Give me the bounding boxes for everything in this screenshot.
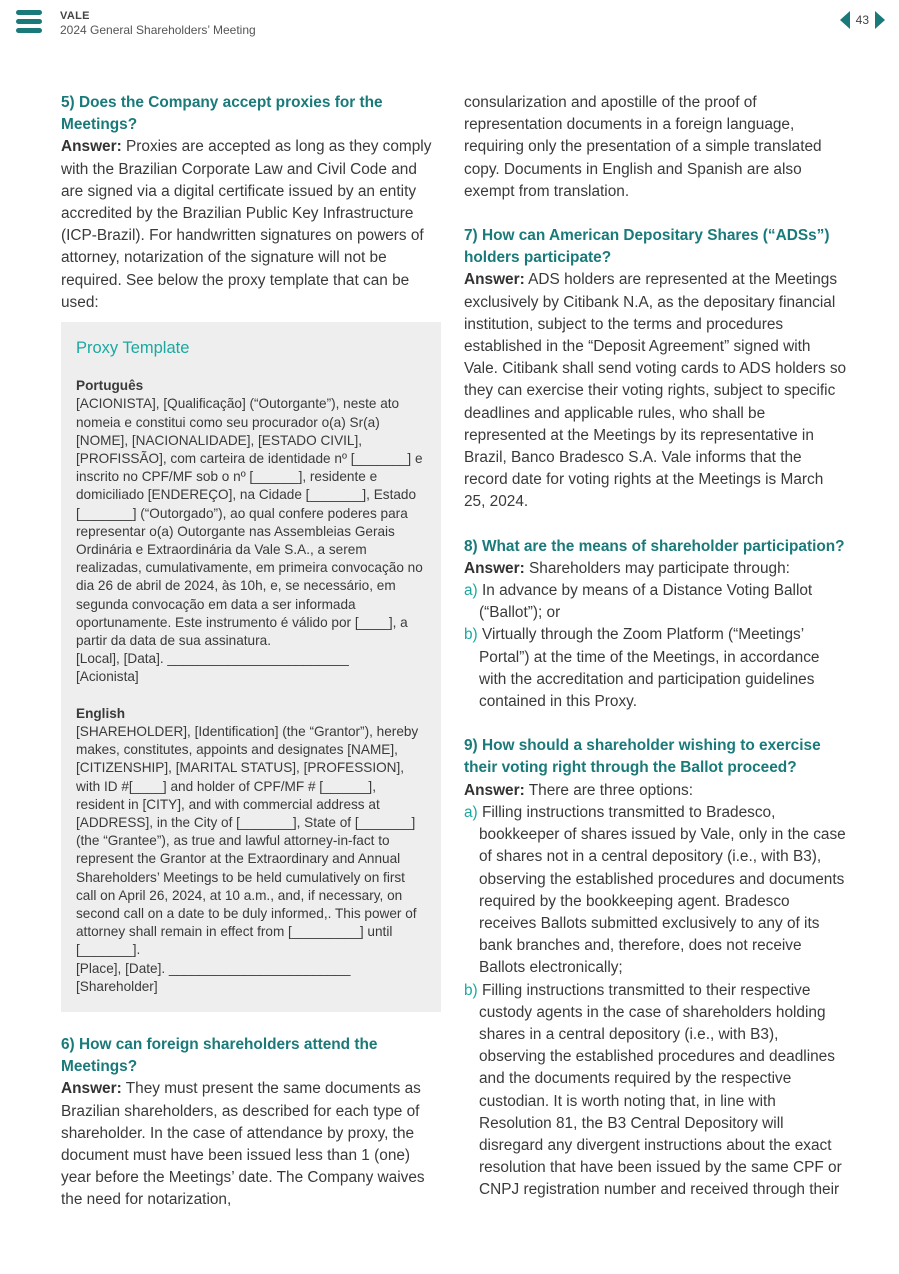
list-item [464,624,848,713]
page-navigation [840,11,885,29]
answer-text: Shareholders may participate through: [529,559,790,577]
english-body: [SHAREHOLDER], [Identification] (the “Grantor”), hereby makes, constitutes, appoints and designates [NAME], [CITIZENSHIP], [MARITAL STATUS], [PROFESSION], with ID #[____] and holder of CPF/MF # [______], resident in [CITY], and with commercial address at [ADDRESS], in the City of [_______], State of [_______] (the “Grantee”), as true and lawful attorney-in-fact to represent the Grantor at the Extraordinary and Annual Shareholders’ Meetings to be held cumulatively on first call on April 26, 2024, at 10 a.m., and, if necessary, on second call on a date to be duly informed,. This power of attorney shall remain in effect from [_________] until [_______]. [76,723,419,958]
question-7-title: 7) How can American Depositary Shares (“ADSs”) holders participate? [464,227,830,267]
question-6-answer-continued: consularization and apostille of the proof of representation documents in a foreign language, requiring only the presentation of a simple translated copy. Documents in English and Spanish are also exempt from translation. [464,94,822,200]
portuguese-signature-line: [Local], [Data]. ________________________ [76,651,349,667]
menu-icon[interactable] [16,10,42,34]
question-6-title: 6) How can foreign shareholders attend the Meetings? [61,1035,378,1076]
english-signature-line: [Place], [Date]. ________________________ [76,960,351,976]
list-item [464,580,848,624]
question-9-answer [464,780,848,802]
question-9-title: 9) How should a shareholder wishing to exercise their voting right through the Ballot proceed? [464,737,821,777]
document-subtitle: 2024 General Shareholders’ Meeting [60,23,256,37]
answer-label: Answer: [464,781,525,799]
answer-label: Answer: [464,559,525,577]
list-marker: a) [464,803,478,821]
list-item-text: In advance by means of a Distance Voting Ballot (“Ballot”); or [479,582,813,622]
portuguese-body: [ACIONISTA], [Qualificação] (“Outorgante”), neste ato nomeia e constitui como seu procurador o(a) Sr(a) [NOME], [NACIONALIDADE], [ESTADO CIVIL], [PROFISSÃO], com carteira de identidade nº [_______] e inscrito no CPF/MF sob o nº [______], residente e domiciliado [ENDEREÇO], na Cidade [_______], Estado [_______] (“Outorgado”), ao qual confere poderes para representar o(a) Outorgante nas Assembleias Gerais Ordinária e Extraordinária da Vale S.A., a serem realizadas, cumulativamente, em primeira convocação no dia 26 de abril de 2024, às 10h, e, se necessário, em segunda convocação em data a ser informada oportunamente. Este instrumento é válido por [____], a partir da data de sua assinatura. [76,396,423,649]
answer-text: There are three options: [528,781,693,799]
previous-page-icon[interactable] [840,11,850,29]
proxy-template-box [61,322,441,1012]
question-6-answer [61,1078,441,1211]
brand-block [60,10,256,37]
page-header [0,0,899,50]
portuguese-label: Português [76,378,144,394]
english-signer: [Shareholder] [76,978,158,994]
question-5-answer [61,136,441,314]
page-number: 43 [855,13,869,27]
list-marker: b) [464,981,478,999]
left-column [61,92,441,1212]
question-5-title: 5) Does the Company accept proxies for the Meetings? [61,94,383,134]
list-item-text: Virtually through the Zoom Platform (“Meetings’ Portal”) at the time of the Meetings, in accordance with the accreditation and participation guidelines contained in this Proxy. [479,626,820,711]
list-item-text: Filling instructions transmitted to their respective custody agents in the case of shareholders holding shares in a central depository (i.e., with B3), observing the established procedures and deadlines and the documents required by the respective custodian. It is worth noting that, in line with Resolution 81, the B3 Central Depository will disregard any divergent instructions about the exact resolution that have been issued by the same CPF or CNPJ registration number and received through their [479,981,842,1199]
next-page-icon[interactable] [875,11,885,29]
brand-name: VALE [60,10,90,22]
question-8-title: 8) What are the means of shareholder participation? [464,537,845,555]
question-8-answer [464,558,848,580]
english-label: English [76,705,126,721]
answer-label: Answer: [61,1080,122,1098]
list-item [464,980,848,1202]
answer-label: Answer: [61,138,122,156]
list-marker: b) [464,626,478,644]
right-column [464,92,848,1202]
proxy-template-title: Proxy Template [76,339,190,358]
answer-text: They must present the same documents as Brazilian shareholders, as described for each type of shareholder. In the case of attendance by proxy, the document must have been issued less than 1 (one) year before the Meetings’ date. The Company waives the need for notarization, [61,1080,425,1209]
question-7-answer [464,269,848,513]
list-item-text: Filling instructions transmitted to Bradesco, bookkeeper of shares issued by Vale, only in the case of shares not in a central depository (i.e., with B3), observing the established procedures and documents required by the bookkeeping agent. Bradesco receives Ballots submitted exclusively to any of its bank branches and, therefore, does not receive Ballots electronically; [479,803,846,977]
answer-text: ADS holders are represented at the Meetings exclusively by Citibank N.A, as the depositary financial institution, subject to the terms and procedures established in the “Deposit Agreement” signed with Vale. Citibank shall send voting cards to ADS holders so they can exercise their voting rights, subject to specific deadlines and applicable rules, who shall be represented at the Meetings by its representative in Brazil, Banco Bradesco S.A. Vale informs that the record date for voting rights at the Meetings is March 25, 2024. [464,271,847,511]
answer-text: Proxies are accepted as long as they comply with the Brazilian Corporate Law and Civil Code and are signed via a digital certificate issued by an entity accredited by the Brazilian Public Key Infrastructure (ICP-Brazil). For handwritten signatures on powers of attorney, notarization of the signature will not be required. See below the proxy template that can be used: [61,138,432,311]
portuguese-signer: [Acionista] [76,669,139,685]
list-marker: a) [464,582,478,600]
list-item [464,802,848,980]
answer-label: Answer: [464,271,525,289]
